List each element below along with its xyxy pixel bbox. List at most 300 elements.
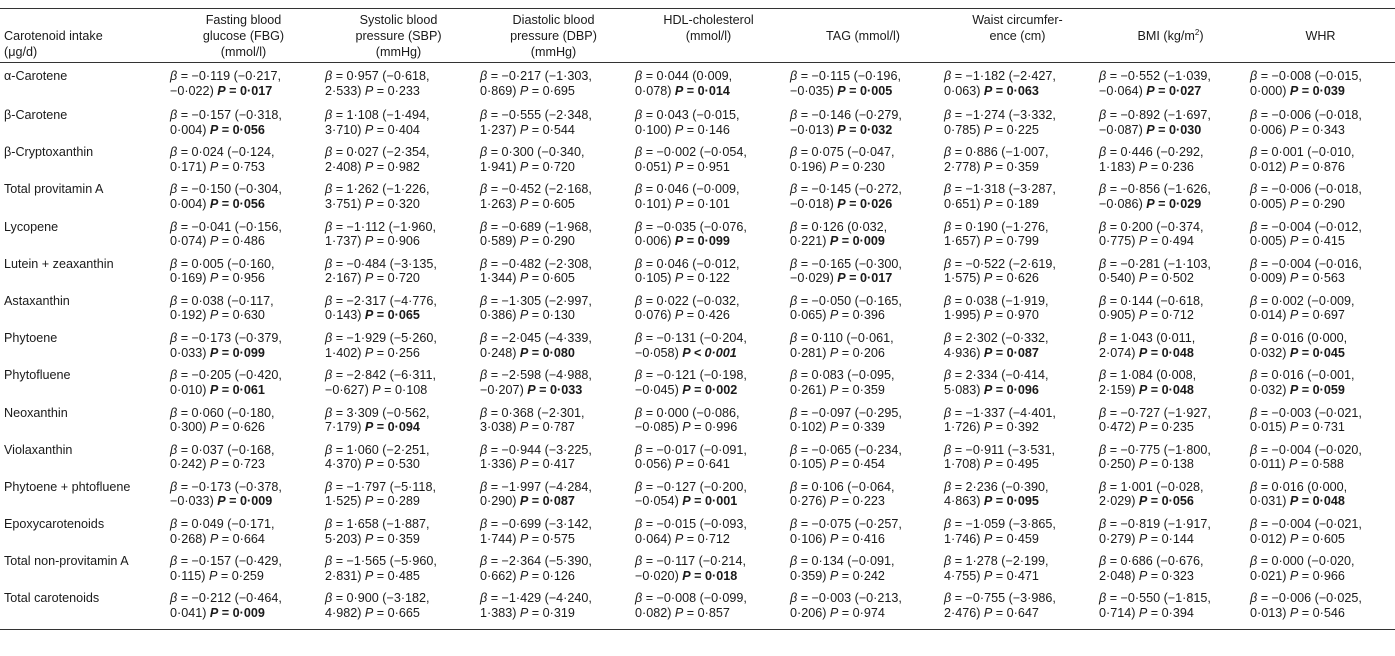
ci-upper-value: 0·105) (790, 457, 830, 472)
coefficient-value: = −0·944 (−3·225, (487, 442, 592, 457)
coefficient-value: = −0·727 (−1·927, (1106, 405, 1211, 420)
table-cell (476, 331, 631, 368)
p-value-significant (210, 123, 265, 137)
p-number: = 0·048 (1298, 494, 1345, 509)
ci-upper-value: 0·196) (790, 159, 830, 174)
coefficient-value: = 0·134 (−0·091, (797, 554, 895, 569)
p-number: = 0·094 (373, 420, 420, 434)
table-cell (321, 591, 476, 629)
p-value (830, 420, 885, 434)
table-cell (166, 220, 321, 257)
coefficient-value: = −0·131 (−0·204, (642, 331, 747, 346)
beta-symbol: β (1099, 517, 1107, 532)
p-value-significant (217, 84, 272, 98)
beta-symbol: β (635, 591, 643, 606)
ci-upper-value: 0·386) (480, 308, 520, 323)
p-number: = 0·122 (683, 271, 730, 286)
table-cell (631, 182, 786, 219)
p-value-significant (984, 84, 1039, 98)
beta-symbol: β (170, 591, 178, 606)
beta-symbol: β (1099, 219, 1107, 234)
table-cell (1246, 443, 1395, 480)
beta-symbol: β (1250, 331, 1258, 346)
p-number: = 0·001 (690, 494, 738, 509)
p-number: = 0·290 (1298, 196, 1345, 211)
beta-symbol: β (944, 479, 952, 494)
results-table (0, 8, 1395, 630)
beta-symbol: β (944, 405, 952, 420)
beta-symbol: β (944, 591, 952, 606)
p-number: = 0·056 (1147, 494, 1194, 509)
p-number: = 0·415 (1298, 234, 1345, 249)
ci-upper-value: 0·290) (480, 494, 520, 509)
p-value (830, 532, 885, 546)
p-value (984, 606, 1039, 620)
p-number: = 0·033 (535, 382, 583, 397)
table-row (0, 591, 1395, 629)
p-symbol: P (682, 382, 691, 397)
ci-upper-value: 0·015) (1250, 420, 1290, 434)
table-cell (940, 182, 1095, 219)
p-symbol: P (829, 159, 839, 174)
coefficient-value: = 2·302 (−0·332, (951, 331, 1049, 346)
p-symbol: P (983, 605, 993, 620)
p-number: = 0·647 (992, 605, 1039, 620)
coefficient-value: = 0·037 (−0·168, (177, 442, 275, 457)
p-symbol: P (208, 568, 218, 583)
beta-symbol: β (1250, 368, 1258, 383)
p-symbol: P (209, 457, 219, 472)
p-symbol: P (364, 234, 374, 249)
beta-symbol: β (480, 108, 488, 122)
table-cell (166, 443, 321, 480)
p-number: = 0·723 (218, 457, 265, 472)
coefficient-value: = 1·001 (−0·028, (1106, 479, 1204, 494)
p-value-significant (682, 383, 737, 397)
coefficient-value: = 0·126 (0·032, (797, 219, 888, 234)
p-number: = 0·575 (528, 531, 575, 546)
p-value-significant (527, 383, 582, 397)
p-symbol: P (1146, 196, 1155, 211)
ci-upper-value: 0·115) (170, 568, 209, 583)
p-symbol: P (1289, 420, 1299, 434)
beta-symbol: β (790, 368, 798, 383)
coefficient-value: = 2·236 (−0·390, (951, 479, 1049, 494)
p-symbol: P (983, 83, 993, 98)
table-row (0, 443, 1395, 480)
p-number: = 0·048 (1147, 345, 1194, 360)
p-value (1139, 606, 1194, 620)
table-cell (940, 220, 1095, 257)
coefficient-value: = −1·182 (−2·427, (951, 69, 1056, 83)
ci-upper-value: 0·281) (790, 345, 830, 360)
table-row (0, 257, 1395, 294)
p-value (984, 197, 1039, 211)
table-cell (631, 554, 786, 591)
coefficient-value: = 0·686 (−0·676, (1106, 554, 1204, 569)
p-symbol: P (1289, 605, 1299, 620)
p-symbol: P (837, 196, 846, 211)
table-cell (166, 257, 321, 294)
p-value-significant (675, 84, 730, 98)
beta-symbol: β (170, 69, 178, 83)
p-number: = 0·396 (838, 308, 885, 323)
p-value (984, 532, 1039, 546)
p-value (210, 271, 265, 285)
p-value (210, 308, 265, 322)
ci-upper-value: 0·013) (1250, 605, 1290, 620)
p-value (520, 569, 575, 583)
coefficient-value: = 1·658 (−1·887, (332, 517, 430, 532)
table-cell (166, 368, 321, 405)
ci-upper-value: 0·276) (790, 494, 830, 509)
coefficient-value: = −1·059 (−3·865, (951, 517, 1056, 532)
coefficient-value: = 2·334 (−0·414, (951, 368, 1049, 383)
p-symbol: P (519, 196, 529, 211)
beta-symbol: β (480, 219, 488, 234)
p-number: = 0·027 (1154, 83, 1202, 98)
table-cell (321, 480, 476, 517)
p-value (830, 346, 885, 360)
beta-symbol: β (635, 145, 643, 160)
row-label: α-Carotene (4, 69, 68, 83)
p-number: = 0·494 (1147, 234, 1194, 249)
table-cell (476, 368, 631, 405)
p-number: = 0·080 (528, 345, 575, 360)
p-symbol: P (364, 420, 374, 434)
table-cell (631, 406, 786, 443)
p-symbol: P (1289, 382, 1299, 397)
p-symbol: P (682, 345, 691, 360)
coefficient-value: = 0·016 (0·000, (1257, 479, 1348, 494)
p-symbol: P (209, 382, 219, 397)
coefficient-value: = 0·000 (−0·086, (642, 405, 740, 420)
table-cell (321, 294, 476, 331)
coefficient-value: = 0·001 (−0·010, (1257, 145, 1355, 160)
beta-symbol: β (635, 331, 643, 346)
beta-symbol: β (944, 219, 952, 234)
coefficient-value: = −0·165 (−0·300, (797, 256, 902, 271)
p-number: = 0·039 (1298, 83, 1345, 98)
p-symbol: P (209, 308, 219, 323)
ci-upper-value: 1·183) (1099, 159, 1139, 174)
beta-symbol: β (1250, 405, 1258, 420)
coefficient-value: = −0·281 (−1·103, (1106, 256, 1211, 271)
coefficient-value: = 0·044 (0·009, (642, 69, 733, 83)
p-value (675, 160, 730, 174)
p-value-significant (210, 383, 265, 397)
p-symbol: P (674, 196, 684, 211)
p-symbol: P (983, 271, 993, 286)
p-number: = 0·045 (1298, 345, 1345, 360)
coefficient-value: = −0·217 (−1·303, (487, 69, 592, 83)
beta-symbol: β (790, 517, 798, 532)
p-value (675, 271, 730, 285)
p-value (520, 123, 575, 137)
p-value (1290, 160, 1345, 174)
p-number: = 0·906 (373, 234, 420, 249)
p-number: = 0·857 (683, 605, 730, 620)
p-number: = 0·544 (528, 122, 575, 137)
coefficient-value: = −0·003 (−0·213, (797, 591, 902, 606)
p-symbol: P (983, 308, 993, 323)
coefficient-value: = −0·699 (−3·142, (487, 517, 592, 532)
p-number: = 0·720 (373, 271, 420, 286)
beta-symbol: β (1099, 256, 1107, 271)
p-number: = 0·951 (683, 159, 730, 174)
p-symbol: P (519, 271, 529, 286)
p-number: = 0·605 (528, 271, 575, 286)
table-cell (321, 443, 476, 480)
table-cell (786, 480, 940, 517)
coefficient-value: = −0·452 (−2·168, (487, 182, 592, 197)
p-value (520, 197, 575, 211)
beta-symbol: β (790, 331, 798, 346)
p-number: = 0·495 (992, 457, 1039, 472)
coefficient-value: = −0·550 (−1·815, (1106, 591, 1211, 606)
p-value (984, 308, 1039, 322)
beta-symbol: β (1099, 331, 1107, 346)
p-symbol: P (674, 159, 684, 174)
coefficient-value: = 0·038 (−1·919, (951, 293, 1049, 308)
table-row (0, 517, 1395, 554)
p-symbol: P (519, 605, 529, 620)
ci-upper-value: 1·237) (480, 122, 520, 137)
table-cell (321, 554, 476, 591)
p-symbol: P (682, 568, 691, 583)
ci-upper-value: 1·402) (325, 345, 365, 360)
table-row (0, 480, 1395, 517)
p-value-significant (1290, 383, 1345, 397)
p-number: = 0·712 (683, 531, 730, 546)
p-number: = 0·009 (225, 494, 273, 509)
table-cell (786, 294, 940, 331)
table-cell (786, 443, 940, 480)
p-value-significant (1290, 84, 1345, 98)
p-value-significant (837, 123, 892, 137)
ci-upper-value: 4·982) (325, 605, 365, 620)
p-symbol: P (674, 122, 684, 137)
header-row (0, 9, 1395, 63)
p-number: = 0·256 (373, 345, 420, 360)
p-value (675, 457, 730, 471)
ci-upper-value: 0·589) (480, 234, 520, 249)
p-value-significant (837, 197, 892, 211)
header-carotenoid-intake: Carotenoid intake (μg/d) (0, 9, 166, 63)
ci-upper-value: 2·533) (325, 83, 365, 98)
p-value (520, 308, 575, 322)
ci-upper-value: 0·032) (1250, 382, 1290, 397)
coefficient-value: = −1·797 (−5·118, (332, 479, 436, 494)
coefficient-value: = 0·190 (−1·276, (951, 219, 1049, 234)
table-row (0, 368, 1395, 405)
p-value (365, 346, 420, 360)
p-symbol: P (1138, 568, 1148, 583)
table-row (0, 108, 1395, 145)
table-cell (321, 108, 476, 145)
p-symbol: P (1146, 122, 1155, 137)
ci-upper-value: 0·014) (1250, 308, 1290, 323)
p-number: = 0·588 (1297, 457, 1344, 472)
beta-symbol: β (480, 256, 488, 271)
p-symbol: P (364, 271, 374, 286)
coefficient-value: = −1·318 (−3·287, (951, 182, 1056, 197)
ci-upper-value: 0·076) (635, 308, 675, 323)
p-value (675, 197, 730, 211)
coefficient-value: = −2·598 (−4·988, (487, 368, 592, 383)
coefficient-value: = 0·106 (−0·064, (797, 479, 895, 494)
coefficient-value: = −0·008 (−0·015, (1257, 69, 1362, 83)
p-value (1290, 271, 1345, 285)
ci-upper-value: 2·029) (1099, 494, 1139, 509)
ci-upper-value: 0·206) (790, 605, 830, 620)
p-value (520, 420, 575, 434)
p-symbol: P (209, 122, 219, 137)
ci-upper-value: 4·863) (944, 494, 984, 509)
p-number: = 0·974 (838, 605, 885, 620)
ci-upper-value: 0·775) (1099, 234, 1139, 249)
p-value (984, 569, 1039, 583)
ci-upper-value: 3·710) (325, 122, 365, 137)
coefficient-value: = −0·856 (−1·626, (1106, 182, 1211, 197)
beta-symbol: β (635, 368, 643, 383)
p-symbol: P (519, 457, 529, 472)
p-symbol: P (674, 83, 684, 98)
coefficient-value: = 0·046 (−0·009, (642, 182, 740, 197)
row-label: Total provitamin A (4, 182, 104, 197)
table-cell (1095, 406, 1246, 443)
beta-symbol: β (635, 405, 643, 420)
p-number: = 0·982 (373, 159, 420, 174)
ci-upper-value: 0·106) (790, 531, 830, 546)
table-cell (940, 63, 1095, 109)
p-number: = 0·223 (838, 494, 885, 509)
p-symbol: P (364, 568, 374, 583)
ci-upper-value: 4·370) (325, 457, 365, 472)
table-cell (166, 331, 321, 368)
p-value-significant (837, 271, 892, 285)
p-symbol: P (519, 420, 529, 434)
p-value (365, 457, 420, 471)
coefficient-value: = −1·929 (−5·260, (332, 331, 437, 346)
table-cell (1095, 443, 1246, 480)
p-number: = 0·417 (528, 457, 575, 472)
beta-symbol: β (480, 479, 488, 494)
p-symbol: P (1289, 159, 1299, 174)
ci-upper-value: 2·831) (325, 568, 365, 583)
p-symbol: P (837, 122, 846, 137)
ci-upper-value: 7·179) (325, 420, 365, 434)
table-cell (166, 591, 321, 629)
p-value-significant (520, 346, 575, 360)
beta-symbol: β (944, 256, 952, 271)
table-cell (786, 220, 940, 257)
ci-upper-value: 0·056) (635, 457, 675, 472)
p-number: = 0·108 (380, 382, 428, 397)
row-label: Phytoene + phtofluene (4, 479, 131, 494)
beta-symbol: β (635, 479, 643, 494)
p-number: = 0·032 (845, 122, 893, 137)
p-value (209, 569, 264, 583)
beta-symbol: β (635, 293, 643, 308)
ci-upper-value: 2·159) (1099, 382, 1139, 397)
table-cell (940, 554, 1095, 591)
p-value (365, 197, 420, 211)
ci-upper-value: 0·714) (1099, 605, 1139, 620)
p-symbol: P (209, 159, 219, 174)
ci-upper-value: −0·087) (1099, 122, 1147, 137)
p-number: = 0·009 (218, 605, 265, 620)
p-number: = 0·486 (218, 234, 265, 249)
coefficient-value: = 1·060 (−2·251, (332, 442, 430, 457)
p-number: = 0·695 (528, 83, 575, 98)
table-cell (1246, 554, 1395, 591)
p-number: = 0·530 (373, 457, 420, 472)
p-symbol: P (1138, 159, 1148, 174)
beta-symbol: β (944, 517, 952, 532)
table-cell (1246, 182, 1395, 219)
coefficient-value: = −0·050 (−0·165, (797, 293, 902, 308)
p-symbol: P (1138, 234, 1148, 249)
coefficient-value: = −0·146 (−0·279, (797, 108, 902, 122)
p-symbol: P (983, 382, 993, 397)
p-symbol: P (1289, 308, 1299, 323)
table-cell (1095, 554, 1246, 591)
p-number: < 0·001 (690, 345, 737, 360)
p-symbol: P (364, 308, 374, 323)
table-row (0, 554, 1395, 591)
coefficient-value: = −0·121 (−0·198, (642, 368, 747, 383)
coefficient-value: = −2·045 (−4·339, (487, 331, 592, 346)
coefficient-value: = −0·150 (−0·304, (177, 182, 282, 197)
p-value (365, 569, 420, 583)
ci-upper-value: 0·472) (1099, 420, 1139, 434)
table-cell (1246, 368, 1395, 405)
ci-upper-value: 1·746) (944, 531, 984, 546)
table-cell (321, 368, 476, 405)
p-number: = 0·206 (838, 345, 885, 360)
ci-upper-value: 1·995) (944, 308, 984, 323)
p-value (830, 606, 885, 620)
p-value (1290, 569, 1345, 583)
p-value (365, 234, 420, 248)
beta-symbol: β (1099, 182, 1107, 197)
ci-upper-value: 0·000) (1250, 83, 1290, 98)
table-cell (321, 145, 476, 182)
ci-upper-value: 0·051) (635, 159, 675, 174)
ci-upper-value: 0·359) (790, 568, 830, 583)
p-number: = 0·233 (373, 83, 420, 98)
header-whr: WHR (1246, 9, 1395, 63)
table-row (0, 220, 1395, 257)
p-number: = 0·626 (992, 271, 1039, 286)
ci-upper-value: 0·005) (1250, 196, 1290, 211)
table-cell (631, 517, 786, 554)
p-number: = 0·126 (528, 568, 575, 583)
table-cell (1095, 517, 1246, 554)
coefficient-value: = 0·900 (−3·182, (332, 591, 430, 606)
ci-upper-value: −0·045) (635, 382, 683, 397)
p-value (365, 532, 420, 546)
coefficient-value: = 0·022 (−0·032, (642, 293, 740, 308)
p-value (984, 123, 1039, 137)
beta-symbol: β (480, 331, 488, 346)
p-symbol: P (519, 568, 529, 583)
coefficient-value: = 0·300 (−0·340, (487, 145, 585, 160)
ci-upper-value: 0·004) (170, 196, 210, 211)
p-symbol: P (983, 122, 993, 137)
beta-symbol: β (635, 554, 643, 569)
